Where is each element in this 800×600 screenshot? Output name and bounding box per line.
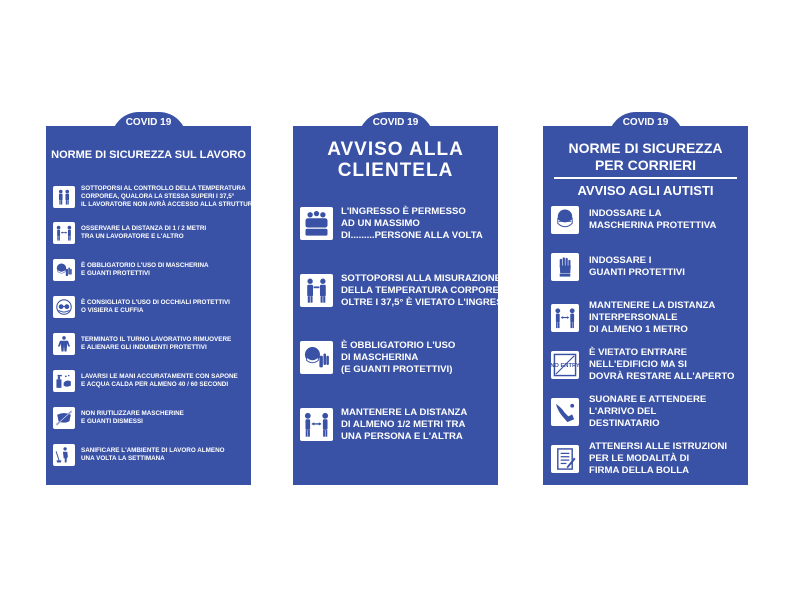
title-line: NORME DI SICUREZZA <box>568 140 723 156</box>
sign-title: NORME DI SICUREZZA SUL LAVORO <box>51 149 246 161</box>
worker-temperature-icon <box>53 186 75 208</box>
rule-text <box>589 208 716 232</box>
rule-text <box>341 340 455 376</box>
rule-text-line: IL LAVORATORE NON AVRÀ ACCESSO ALLA STRUTTURA <box>81 200 257 208</box>
distance-icon <box>53 222 75 244</box>
rule-text-line: INTERPERSONALE <box>589 311 678 323</box>
mask-gloves-icon <box>53 259 75 281</box>
rule-text-line: SOTTOPORSI AL CONTROLLO DELLA TEMPERATURA <box>81 185 246 192</box>
mask-icon <box>551 206 579 234</box>
delivery-note-icon <box>551 445 579 473</box>
rule-text-line: E ALIENARE GLI INDUMENTI PROTETTIVI <box>81 344 207 351</box>
rule-text <box>81 410 184 426</box>
rule-text <box>589 394 706 430</box>
rule-item <box>46 407 251 429</box>
rule-item <box>293 206 498 242</box>
rule-text-line: DI.........PERSONE ALLA VOLTA <box>341 229 483 241</box>
covid-tab: COVID 19 <box>608 112 684 140</box>
rule-text-line: TRA UN LAVORATORE E L'ALTRO <box>81 233 184 240</box>
rule-item <box>543 347 748 383</box>
glove-icon <box>551 253 579 281</box>
covid-tab: COVID 19 <box>111 112 187 140</box>
title-line: PER CORRIERI <box>594 156 697 173</box>
rule-text-line: UNA PERSONA E L'ALTRA <box>341 430 463 442</box>
rule-text-line: (E GUANTI PROTETTIVI) <box>341 363 453 375</box>
rule-text-line: PER LE MODALITÀ DI <box>589 452 690 464</box>
icon-label: NO ENTRY <box>550 362 580 369</box>
sign-subtitle: AVVISO AGLI AUTISTI <box>577 183 714 198</box>
rule-text <box>81 299 230 315</box>
rule-text-line: MANTENERE LA DISTANZA <box>589 300 716 311</box>
rule-item <box>46 222 251 244</box>
rule-text-line: MANTENERE LA DISTANZA <box>341 407 468 418</box>
rule-text-line: E GUANTI PROTETTIVI <box>81 270 150 277</box>
rule-item <box>293 273 517 309</box>
handwash-icon <box>53 370 75 392</box>
rule-text-line: L'INGRESSO È PERMESSO <box>341 206 466 217</box>
rule-item <box>543 206 748 234</box>
rule-text-line: NELL'EDIFICIO MA SI <box>589 358 687 370</box>
rule-text-line: DELLA TEMPERATURA CORPOREA, <box>341 284 509 296</box>
rule-text-line: È CONSIGLIATO L'USO DI OCCHIALI PROTETTIVI <box>81 299 230 307</box>
rule-item <box>543 441 748 477</box>
covid-tab: COVID 19 <box>358 112 434 140</box>
rule-item <box>293 340 498 376</box>
rule-text-line: DOVRÀ RESTARE ALL'APERTO <box>589 370 735 382</box>
rule-item <box>46 296 251 318</box>
rule-text-line: CORPOREA, QUALORA LA STESSA SUPERI I 37,5° <box>81 192 235 200</box>
group-people-icon <box>300 207 333 240</box>
rule-text-line: È VIETATO ENTRARE <box>589 347 688 358</box>
sign-customer-notice <box>293 117 517 485</box>
rule-text-line: NON RIUTILIZZARE MASCHERINE <box>81 410 184 418</box>
rule-text-line: UNA VOLTA LA SETTIMANA <box>81 455 165 462</box>
rule-text-line: INDOSSARE I <box>589 255 652 267</box>
distance-icon <box>300 408 333 441</box>
rule-text <box>81 262 209 278</box>
doorbell-icon <box>551 398 579 426</box>
rule-text <box>589 347 734 383</box>
rule-item <box>46 444 251 466</box>
rule-text-line: È OBBLIGATORIO L'USO DI MASCHERINA <box>81 262 209 270</box>
title-line: AVVISO ALLA <box>327 139 464 160</box>
sign-title <box>293 140 498 182</box>
rule-text-line: FIRMA DELLA BOLLA <box>589 464 690 476</box>
sign-courier-rules <box>543 117 748 485</box>
rule-item <box>543 394 748 430</box>
no-entry-icon <box>551 351 579 379</box>
sign-title <box>543 140 748 174</box>
sign-workplace-rules <box>46 117 257 485</box>
rule-text-line: DI ALMENO 1/2 METRI TRA <box>341 418 466 430</box>
rule-text-line: TERMINATO IL TURNO LAVORATIVO RIMUOVERE <box>81 336 232 344</box>
rule-text-line: SUONARE E ATTENDERE <box>589 394 707 405</box>
temperature-check-icon <box>300 274 333 307</box>
rule-text-line: INDOSSARE LA <box>589 208 662 220</box>
rule-text-line: E GUANTI DISMESSI <box>81 418 143 425</box>
rule-text-line: DI MASCHERINA <box>341 351 419 363</box>
sanitize-icon <box>53 444 75 466</box>
rule-text-line: L'ARRIVO DEL <box>589 405 657 417</box>
rule-text <box>341 206 483 242</box>
divider <box>554 177 737 179</box>
distance-icon <box>551 304 579 332</box>
rule-text-line: DESTINATARIO <box>589 417 660 429</box>
rule-item <box>46 259 251 281</box>
rule-item <box>293 407 498 443</box>
rule-item <box>46 185 257 209</box>
rule-text-line: O VISIERA E CUFFIA <box>81 307 144 314</box>
rule-text-line: E ACQUA CALDA PER ALMENO 40 / 60 SECONDI <box>81 381 229 388</box>
rule-text <box>81 336 231 352</box>
rule-item <box>46 370 251 392</box>
rule-text-line: OLTRE I 37,5° È VIETATO L'INGRESSO <box>341 296 517 308</box>
rule-text-line: SANIFICARE L'AMBIENTE DI LAVORO ALMENO <box>81 447 225 455</box>
rule-item <box>543 300 748 336</box>
rule-text-line: MASCHERINA PROTETTIVA <box>589 220 717 231</box>
rule-text-line: ATTENERSI ALLE ISTRUZIONI <box>589 441 728 452</box>
rule-text <box>81 185 257 209</box>
rule-text-line: OSSERVARE LA DISTANZA DI 1 / 2 METRI <box>81 225 207 233</box>
rule-text <box>589 255 685 279</box>
no-reuse-icon <box>53 407 75 429</box>
rule-text <box>81 447 225 463</box>
rule-text-line: LAVARSI LE MANI ACCURATAMENTE CON SAPONE <box>81 373 238 381</box>
rule-text-line: GUANTI PROTETTIVI <box>589 267 685 278</box>
rule-item <box>46 333 251 355</box>
rule-text <box>589 300 715 336</box>
rule-text-line: DI ALMENO 1 METRO <box>589 323 688 335</box>
rule-item <box>543 253 748 281</box>
rule-text <box>341 273 516 309</box>
mask-gloves-icon <box>300 341 333 374</box>
rule-text <box>81 373 238 389</box>
rule-text <box>589 441 727 477</box>
coverall-icon <box>53 333 75 355</box>
rule-text <box>81 225 206 241</box>
rule-text-line: SOTTOPORSI ALLA MISURAZIONE <box>341 273 502 284</box>
title-line: CLIENTELA <box>337 159 454 181</box>
rule-text-line: È OBBLIGATORIO L'USO <box>341 340 456 351</box>
rule-text-line: AD UN MASSIMO <box>341 217 420 229</box>
rule-text <box>341 407 467 443</box>
goggles-icon <box>53 296 75 318</box>
